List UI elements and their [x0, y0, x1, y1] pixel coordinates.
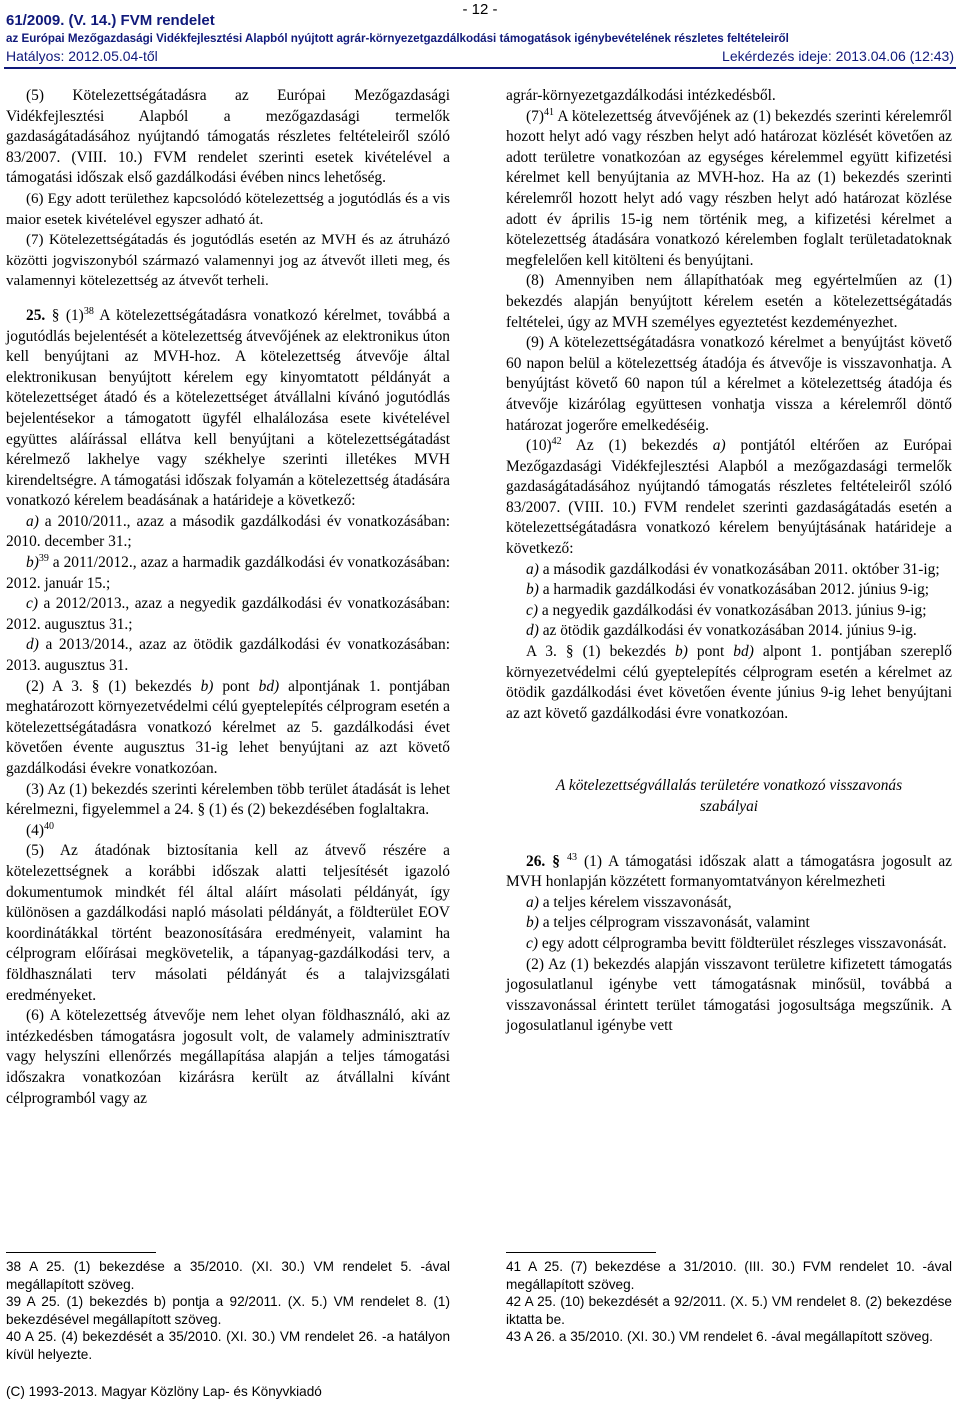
paragraph: (6) A kötelezettség átvevője nem lehet olyan földhasználó, aki az intézkedésben támogatásra jogosult volt, de valamely adminisztratív vagy helyszíni ellenőrzés megállapítása alapján a teljes támogatási időszakra vonatkozóan kizárásra került az átvállalni kívánt célprogramból vagy az: [6, 1007, 450, 1107]
footnotes-left: [6, 1258, 450, 1364]
list-item: c) a negyedik gazdálkodási év vonatkozásában 2013. június 9-ig;: [526, 601, 927, 619]
footnote-ref[interactable]: 42: [551, 435, 562, 447]
section-25: 25. § $(1)^{38}$ A kötelezettségátadásra vonatkozó kérelmet, továbbá a jogutódlás bejelentését a kötelezettség átvevőjének az elektronikus úton kell benyújtani az MVH-hoz. A kötelezettség átvevője által elektronikusan benyújtott kérelem egy kinyomtatott példányát a kötelezettséget átadó és a kötelezettséget átvállalni kívánó jogutódlás bejelentésekor a támogatott ügyfél elhalálozása esete kivételével együttes aláírással ellátva kell benyújtani a kötelezettségátadást kérelmező lakhelye vagy székhelye szerinti illetékes MVH kirendeltségre. A támogatási időszak folyamán a kötelezettség átadására vonatkozó kérelem beadásának a határideje a következő:: [6, 305, 450, 510]
footnote: 42 A 25. (10) bekezdését a 92/2011. (X. 5.) VM rendelet 8. (2) bekezdése iktatta be.: [506, 1294, 952, 1327]
section-mark: §: [51, 306, 60, 324]
page-header: [4, 0, 956, 70]
footnote: 39 A 25. (1) bekezdés b) pontja a 92/2011. (X. 5.) VM rendelet 8. (1) bekezdésével megállapított szöveg.: [6, 1294, 450, 1327]
footnote-rule: [6, 1252, 156, 1253]
footnote-ref[interactable]: 41: [543, 106, 554, 118]
paragraph: (8) Amennyiben nem állapíthatóak meg egyértelműen az (1) bekezdés alapján benyújtott kérelem esetén a kötelezettségátadás feltételei, úgy az MVH személyes egyeztetést kezdeményezhet.: [506, 272, 952, 331]
paragraph: (5) Kötelezettségátadásra az Európai Mezőgazdasági Vidékfejlesztési Alapból a mezőgazdasági termelők gazdaságátadásához nyújtandó támogatás részletes feltételeiről szóló 83/2007. (VIII. 10.) FVM rendelet szerinti esetek kivételével a támogatási időszak első gazdálkodási évében nincs lehetőség.: [6, 87, 450, 187]
document-subtitle: az Európai Mezőgazdasági Vidékfejlesztési Alapból nyújtott agrár-környezetgazdálkodási támogatások igénybevételének részletes feltételeiről: [6, 32, 789, 45]
paragraph: agrár-környezetgazdálkodási intézkedésből.: [506, 87, 776, 104]
paragraph: A 3. § (1) bekezdés b) pont bd) alpont 1. pontjában szereplő környezetvédelmi célú gyeptelepítés célprogram esetén a kérelmet az ötödik gazdálkodási évet követően évente június 9-ig lehet benyújtani az azt követő gazdálkodási évre vonatkozóan.: [506, 643, 952, 722]
list-item: a) a második gazdálkodási év vonatkozásában 2011. október 31-ig;: [526, 560, 940, 578]
list-item: d) az ötödik gazdálkodási év vonatkozásában 2014. június 9-ig.: [526, 622, 917, 640]
section-number: 26.: [526, 852, 546, 870]
paragraph: $(4)^{40}$: [26, 820, 54, 839]
footnotes-right: [506, 1258, 952, 1346]
footnote-ref[interactable]: 40: [43, 820, 54, 832]
list-item: b)$^{39}$ a 2011/2012., azaz a harmadik gazdálkodási év vonatkozásában: 2012. január 15.;: [6, 552, 450, 592]
copyright-footer: (C) 1993-2013. Magyar Közlöny Lap- és Könyvkiadó: [6, 1384, 322, 1399]
paragraph: (3) Az (1) bekezdés szerinti kérelemben több terület átadását is lehet kérelmezni, figyelemmel a 24. § (1) és (2) bekezdésében foglaltakra.: [6, 780, 450, 819]
footnote: 41 A 25. (7) bekezdése a 31/2010. (III. 30.) FVM rendelet 10. -ával megállapított szöveg.: [506, 1259, 952, 1292]
list-item: a) a teljes kérelem visszavonását,: [526, 893, 732, 911]
document-title: 61/2009. (V. 14.) FVM rendelet: [6, 12, 215, 29]
list-item: b) a teljes célprogram visszavonását, valamint: [526, 914, 810, 932]
right-column: [506, 86, 952, 1037]
paragraph: (9) A kötelezettségátadásra vonatkozó kérelmet a benyújtást követő 60 napon belül a kötelezettség átadója és átvevője is visszavonhatja. A benyújtást követő 60 napon túl a kérelmet a kötelezettség átadója és átvevője kizárólag együttesen vonhatja vissza a kérelemről döntő határozat jogerőre emelkedéséig.: [506, 334, 952, 434]
effective-date: Hatályos: 2012.05.04-től: [6, 48, 158, 64]
footnote: 40 A 25. (4) bekezdését a 35/2010. (XI. 30.) VM rendelet 26. -a hatályon kívül helyezte.: [6, 1329, 450, 1362]
query-time: Lekérdezés ideje: 2013.04.06 (12:43): [722, 48, 954, 64]
paragraph: (6) Egy adott területhez kapcsolódó kötelezettség a jogutódlás és a vis maior esetek kivételével egyszer adható át.: [6, 190, 450, 228]
section-heading: A kötelezettségvállalás területére vonatkozó visszavonás szabályai: [555, 777, 903, 815]
page-number: - 12 -: [462, 1, 498, 18]
footnote-ref[interactable]: 43: [566, 851, 577, 863]
footnote: 38 A 25. (1) bekezdése a 35/2010. (XI. 30.) VM rendelet 5. -ával megállapított szöveg.: [6, 1259, 450, 1292]
paragraph: (7) Kötelezettségátadás és jogutódlás esetén az MVH és az átruházó közötti jogviszonyból származó valamennyi jog az átvevőt illeti meg, és valamennyi kötelezettség az átvevőt terheli.: [6, 232, 450, 290]
footnote-ref[interactable]: 39: [38, 552, 49, 564]
footnote: 43 A 26. a 35/2010. (XI. 30.) VM rendelet 6. -ával megállapított szöveg.: [506, 1329, 933, 1345]
paragraph: $(10)^{42}$ Az (1) bekezdés a) pontjától eltérően az Európai Mezőgazdasági Vidékfejlesztési Alapból a mezőgazdasági termelők gazdaságátadásához nyújtandó támogatás részletes feltételeiről szóló 83/2007. (VIII. 10.) FVM rendelet szerinti gazdaságátadás esetén a kötelezettségátadásra vonatkozó kérelem benyújtásának határideje a következő:: [506, 435, 952, 558]
list-item: b) a harmadik gazdálkodási év vonatkozásában 2012. június 9-ig;: [526, 581, 930, 599]
section-number: 25.: [26, 306, 46, 324]
list-item: d) a 2013/2014., azaz az ötödik gazdálkodási év vonatkozásában: 2013. augusztus 31.: [6, 636, 450, 675]
left-column: [6, 86, 450, 1109]
list-item: a) a 2010/2011., azaz a második gazdálkodási év vonatkozásában: 2010. december 31.;: [6, 512, 450, 551]
paragraph: (2) Az (1) bekezdés alapján visszavont területre kifizetett támogatás jogosulatlanul igénybe vett támogatásnak minősül, továbbá a visszavonással érintett terület támogatási jogosultsága megszűnik. A jogosulatlanul igénybe vett: [506, 955, 952, 1035]
paragraph: (5) Az átadónak biztosítania kell az átvevő részére a kötelezettségnek a korábbi időszak alatti teljesítését igazoló dokumentumok mindkét fél által aláírt másolati példányát, így különösen a gazdálkodási napló másolati példányát, a földterület EOV koordinátákkal történt beazonosítására eredményeit, valamint ha célprogram előírásai megkövetelik, a tápanyag-gazdálkodási terv, a földhasználati terv másolati példányát és a talajvizsgálati eredményeket.: [6, 842, 450, 1004]
footnote-rule: [506, 1252, 656, 1253]
section-26: 26. § $^{43}$ (1) A támogatási időszak alatt a támogatásra jogosult az MVH honlapján közzétett formanyomtatványon kérelmezheti: [506, 851, 953, 891]
paragraph: (2) A 3. § (1) bekezdés b) pont bd) alpontjának 1. pontjában meghatározott környezetvédelmi célú gyeptelepítés célprogram esetén a kötelezettségátadásra vonatkozó kérelmet az 5. gazdálkodási évet követően évente augusztus 31-ig lehet benyújtani az azt követő gazdálkodási évekre vonatkozóan.: [6, 677, 450, 777]
paragraph: $(7)^{41}$ A kötelezettség átvevőjének az (1) bekezdés szerinti kérelemről hozott helyt adó vagy részben helyt adó határozat közlését követően az adott területre vonatkozóan az egységes kérelemmel együtt kifizetési kérelmet kell benyújtania az MVH-hoz. Ha az (1) bekezdés szerinti kérelemről hozott helyt adó vagy részben helyt adó határozat közlése adott év április 15-ig nem történik meg, a kifizetési kérelmet a kötelezettség átadására vonatkozó kérelemben foglalt területadatoknak megfelelően kell kitölteni és benyújtani.: [506, 106, 953, 269]
header-rule: [4, 67, 956, 69]
section-mark: §: [552, 852, 560, 870]
footnote-ref[interactable]: 38: [83, 305, 94, 317]
list-item: c) egy adott célprogramba bevitt földterület részleges visszavonását.: [526, 934, 947, 952]
list-item: c) a 2012/2013., azaz a negyedik gazdálkodási év vonatkozásában: 2012. augusztus 31.;: [6, 595, 450, 633]
